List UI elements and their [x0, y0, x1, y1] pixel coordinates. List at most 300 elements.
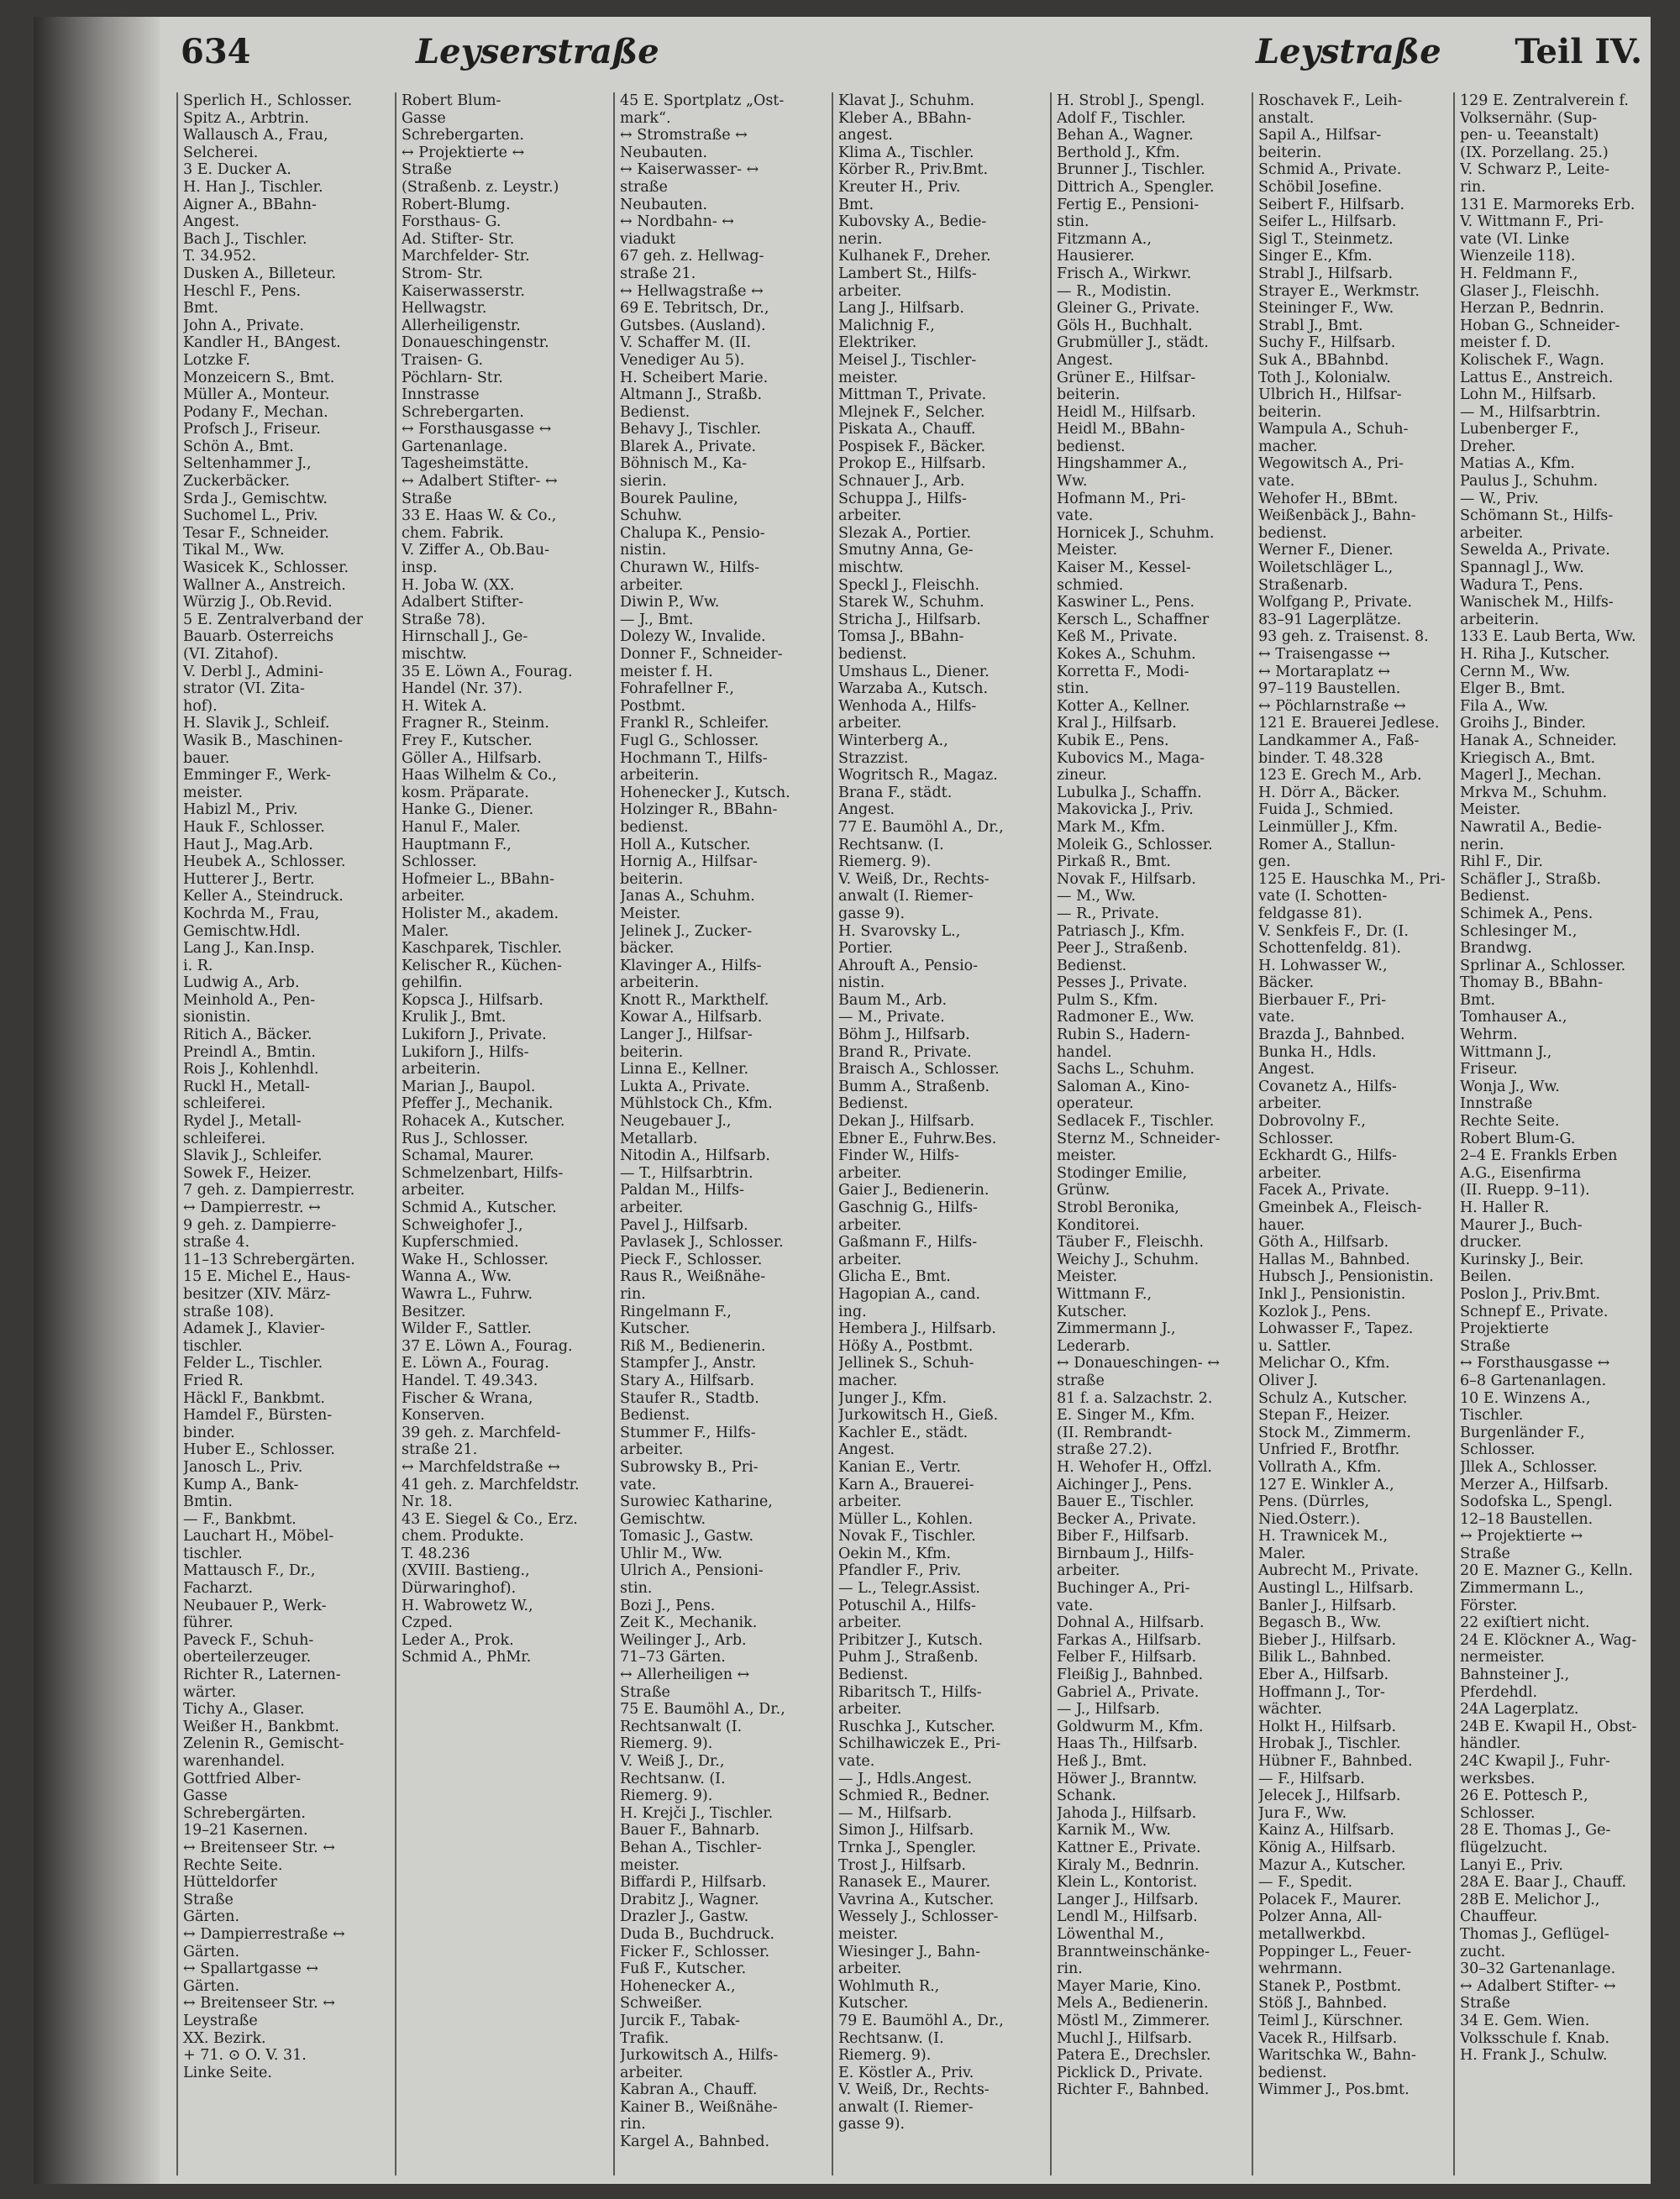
- directory-entry-line: 10 E. Winzens A.,: [1460, 1389, 1591, 1407]
- directory-entry-line: pen- u. Teeanstalt): [1460, 127, 1599, 144]
- directory-entry-line: oberteilerzeuger.: [183, 1649, 312, 1666]
- directory-entry-line: Löwenthal M.,: [1057, 1925, 1164, 1943]
- directory-entry-line: Melichar O., Kfm.: [1258, 1355, 1390, 1372]
- directory-entry-line: 131 E. Marmoreks Erb.: [1460, 196, 1635, 213]
- directory-entry-line: Lendl M., Hilfsarb.: [1057, 1908, 1198, 1926]
- directory-entry-line: — J., Bmt.: [620, 611, 694, 628]
- directory-entry-line: Diwin P., Ww.: [620, 594, 720, 611]
- directory-entry-line: Bourek Pauline,: [620, 490, 738, 507]
- directory-entry-line: Duda B., Buchdruck.: [620, 1925, 775, 1943]
- directory-entry-line: 97–119 Baustellen.: [1258, 680, 1401, 698]
- directory-entry-line: Pavel J., Hilfsarb.: [620, 1216, 748, 1234]
- directory-entry-line: 5 E. Zentralverband der: [183, 611, 364, 628]
- directory-entry-line: mischtw.: [838, 559, 904, 577]
- directory-entry-line: anstalt.: [1258, 109, 1315, 127]
- directory-entry-line: hof).: [183, 697, 218, 715]
- directory-entry-line: Kulhanek F., Dreher.: [838, 248, 991, 265]
- directory-entry-line: Gärten.: [183, 1908, 240, 1926]
- directory-entry-line: Kopsca J., Hilfsarb.: [402, 991, 543, 1009]
- directory-entry-line: Bilik L., Bahnbed.: [1258, 1649, 1392, 1666]
- directory-entry-line: Innstraße: [1460, 1095, 1533, 1113]
- directory-entry-line: Richter F., Bahnbed.: [1057, 2081, 1210, 2099]
- directory-entry-line: 125 E. Hauschka M., Pri-: [1258, 870, 1446, 888]
- directory-entry-line: Schrebergarten.: [402, 403, 524, 421]
- directory-entry-line: Gasse: [402, 109, 446, 127]
- directory-entry-line: Strabl J., Hilfsarb.: [1258, 265, 1394, 282]
- directory-entry-line: Srda J., Gemischtw.: [183, 490, 328, 507]
- directory-entry-line: Ahrouft A., Pensio-: [838, 957, 979, 974]
- directory-entry-line: Riemerg. 9).: [838, 853, 932, 871]
- directory-entry-line: Farkas A., Hilfsarb.: [1057, 1631, 1202, 1649]
- directory-entry-line: Facharzt.: [183, 1580, 254, 1598]
- directory-entry-line: Wenhoda A., Hilfs-: [838, 697, 977, 715]
- directory-entry-line: wächter.: [1258, 1701, 1322, 1719]
- directory-entry-line: stin.: [620, 1580, 653, 1598]
- directory-entry-line: Kriegisch A., Bmt.: [1460, 749, 1596, 767]
- directory-entry-line: Potuschil A., Hilfs-: [838, 1597, 976, 1614]
- directory-entry-line: Rechtsanwalt (I.: [620, 1718, 743, 1735]
- directory-entry-line: Tichy A., Glaser.: [183, 1701, 305, 1719]
- directory-entry-line: Jurkowitsch A., Hilfs-: [620, 2047, 779, 2065]
- directory-entry-line: Heidl M., BBahn-: [1057, 421, 1185, 438]
- directory-entry-line: Tomhauser A.,: [1460, 1009, 1567, 1026]
- directory-entry-line: Klima A., Tischler.: [838, 144, 974, 161]
- directory-entry-line: Sternz M., Schneider-: [1057, 1130, 1221, 1147]
- directory-entry-line: Gmeinbek A., Fleisch-: [1258, 1199, 1422, 1216]
- directory-entry-line: Eckhardt G., Hilfs-: [1258, 1147, 1397, 1165]
- directory-entry-line: 67 geh. z. Hellwag-: [620, 248, 764, 265]
- directory-entry-line: Elger B., Bmt.: [1460, 680, 1566, 698]
- directory-entry-line: 24C Kwapil J., Fuhr-: [1460, 1753, 1610, 1770]
- directory-entry-line: Emminger F., Werk-: [183, 767, 331, 785]
- directory-entry-line: Jurcik F., Tabak-: [620, 2012, 740, 2029]
- directory-entry-line: Strazzist.: [838, 749, 909, 767]
- directory-entry-line: arbeiter.: [620, 1441, 684, 1459]
- directory-entry-line: Neubauer P., Werk-: [183, 1597, 327, 1614]
- directory-entry-line: H. Feldmann F.,: [1460, 265, 1578, 282]
- directory-entry-line: Rechtsanw. (I.: [838, 2029, 944, 2047]
- directory-entry-line: Merzer A., Hilfsarb.: [1460, 1476, 1609, 1493]
- directory-entry-line: Heubek A., Schlosser.: [183, 853, 346, 871]
- directory-entry-line: drucker.: [1460, 1234, 1522, 1252]
- directory-entry-line: 71–73 Gärten.: [620, 1649, 726, 1666]
- directory-entry-line: Wohlmuth R.,: [838, 1977, 940, 1995]
- directory-entry-line: Bedienst.: [1460, 888, 1530, 905]
- directory-entry-line: Kutscher.: [838, 1995, 909, 2013]
- directory-entry-line: Konditorei.: [1057, 1216, 1140, 1234]
- directory-entry-line: Rydel J., Metall-: [183, 1113, 302, 1131]
- directory-entry-line: Mlejnek F., Selcher.: [838, 403, 985, 421]
- directory-entry-line: meister.: [838, 1925, 898, 1943]
- directory-entry-line: Starek W., Schuhm.: [838, 594, 984, 611]
- directory-entry-line: ↔ Dampierrestr. ↔: [183, 1199, 321, 1216]
- directory-entry-line: — M., Ww.: [1057, 888, 1137, 905]
- directory-entry-line: Meister.: [620, 905, 681, 922]
- directory-entry-line: Göth A., Hilfsarb.: [1258, 1234, 1389, 1252]
- directory-entry-line: 26 E. Pottesch P.,: [1460, 1787, 1588, 1805]
- directory-entry-line: Haas Th., Hilfsarb.: [1057, 1735, 1198, 1753]
- directory-entry-line: arbeiter.: [838, 1701, 902, 1719]
- directory-entry-line: Grubmüller J., städt.: [1057, 334, 1209, 352]
- directory-entry-line: Bierbauer F., Pri-: [1258, 991, 1387, 1009]
- directory-column-2: [395, 92, 607, 2175]
- directory-entry-line: Vavrina A., Kutscher.: [838, 1891, 995, 1908]
- directory-entry-line: bauer.: [183, 749, 230, 767]
- directory-entry-line: H. Trawnicek M.,: [1258, 1528, 1389, 1546]
- directory-entry-line: Zeit K., Mechanik.: [620, 1614, 758, 1632]
- directory-entry-line: Seltenhammer J.,: [183, 455, 312, 473]
- directory-entry-line: Poslon J., Priv.Bmt.: [1460, 1285, 1601, 1303]
- directory-entry-line: viadukt: [620, 230, 676, 248]
- directory-entry-line: Wadura T., Pens.: [1460, 576, 1583, 594]
- directory-entry-line: Tikal M., Ww.: [183, 542, 285, 559]
- directory-entry-line: Stricha J., Hilfsarb.: [838, 611, 981, 628]
- directory-entry-line: Seibert F., Hilfsarb.: [1258, 196, 1405, 213]
- directory-entry-line: Weißer H., Bankbmt.: [183, 1718, 339, 1735]
- directory-entry-line: 81 f. a. Salzachstr. 2.: [1057, 1389, 1213, 1407]
- directory-entry-line: meister f. H.: [620, 663, 713, 680]
- directory-entry-line: Strobl Beronika,: [1057, 1199, 1179, 1216]
- directory-entry-line: nerin.: [838, 230, 883, 248]
- directory-entry-line: Jelecek J., Hilfsarb.: [1258, 1787, 1401, 1805]
- directory-entry-line: Pirkaß R., Bmt.: [1057, 853, 1171, 871]
- directory-entry-line: Lukiforn J., Private.: [402, 1026, 547, 1044]
- directory-entry-line: Bedienst.: [838, 1095, 909, 1113]
- directory-entry-line: Korretta F., Modi-: [1057, 663, 1189, 680]
- directory-entry-line: 39 geh. z. Marchfeld-: [402, 1424, 561, 1441]
- directory-entry-line: ↔ Hellwagstraße ↔: [620, 282, 764, 300]
- directory-entry-line: Kattner E., Private.: [1057, 1839, 1201, 1856]
- directory-entry-line: Nied.Österr.).: [1258, 1510, 1361, 1528]
- directory-entry-line: V. Weiß, Dr., Rechts-: [838, 2081, 990, 2099]
- directory-entry-line: Göls H., Buchhalt.: [1057, 317, 1193, 334]
- directory-entry-line: vate.: [1057, 1597, 1094, 1614]
- directory-entry-line: macher.: [1258, 438, 1318, 455]
- directory-entry-line: E. Löwn A., Fourag.: [402, 1355, 549, 1372]
- directory-entry-line: Warzaba A., Kutsch.: [838, 680, 989, 698]
- directory-entry-line: Ringelmann F.,: [620, 1303, 732, 1320]
- directory-entry-line: mischtw.: [402, 646, 467, 663]
- directory-entry-line: Lubulka J., Schaffn.: [1057, 784, 1202, 801]
- directory-entry-line: Sowek F., Heizer.: [183, 1164, 312, 1182]
- directory-entry-line: ↔ Kaiserwasser- ↔: [620, 161, 759, 179]
- directory-entry-line: Adolf F., Tischler.: [1057, 109, 1186, 127]
- directory-entry-line: straße: [1057, 1372, 1105, 1389]
- directory-entry-line: Suchy F., Hilfsarb.: [1258, 334, 1396, 352]
- directory-entry-line: — J., Hdls.Angest.: [838, 1770, 973, 1787]
- directory-entry-line: Wittmann F.,: [1057, 1285, 1152, 1303]
- directory-entry-line: Finder W., Hilfs-: [838, 1147, 959, 1165]
- directory-entry-line: Tesar F., Schneider.: [183, 524, 329, 542]
- directory-entry-line: Maler.: [402, 922, 449, 940]
- directory-entry-line: Kurinsky J., Beir.: [1460, 1251, 1584, 1268]
- directory-entry-line: Lambert St., Hilfs-: [838, 265, 977, 282]
- directory-entry-line: Patriasch J., Kfm.: [1057, 922, 1185, 940]
- directory-entry-line: Hornig A., Hilfsar-: [620, 853, 758, 871]
- directory-entry-line: Chalupa K., Pensio-: [620, 524, 765, 542]
- directory-entry-line: Podany F., Mechan.: [183, 403, 328, 421]
- directory-entry-line: A.G., Eisenfirma: [1460, 1164, 1582, 1182]
- directory-entry-line: stin.: [1057, 680, 1089, 698]
- directory-entry-line: Grüner E., Hilfsar-: [1057, 369, 1196, 386]
- directory-entry-line: Angest.: [1057, 351, 1114, 369]
- directory-entry-line: — M., Hilfsarb.: [838, 1804, 953, 1822]
- directory-entry-line: Woiletschläger L.,: [1258, 559, 1394, 577]
- directory-entry-line: schleiferei.: [183, 1130, 266, 1147]
- directory-entry-line: Biffardi P., Hilfsarb.: [620, 1874, 767, 1892]
- directory-entry-line: Wallausch A., Frau,: [183, 127, 328, 144]
- directory-entry-line: H. Slavik J., Schleif.: [183, 715, 330, 732]
- directory-entry-line: (IX. Porzellang. 25.): [1460, 144, 1609, 161]
- directory-entry-line: Venediger Au 5).: [620, 351, 745, 369]
- directory-entry-line: Pieck F., Schlosser.: [620, 1251, 763, 1268]
- directory-entry-line: ↔ Donaueschingen- ↔: [1057, 1355, 1221, 1372]
- directory-entry-line: Sigl T., Steinmetz.: [1258, 230, 1394, 248]
- directory-entry-line: Bedienst.: [620, 1407, 690, 1425]
- directory-entry-line: Kargel A., Bahnbed.: [620, 2133, 770, 2151]
- directory-entry-line: Wolfgang P., Private.: [1258, 594, 1413, 611]
- directory-entry-line: Heß J., Bmt.: [1057, 1753, 1147, 1770]
- directory-entry-line: arbeiter.: [838, 1216, 902, 1234]
- directory-column-7: [1453, 92, 1651, 2175]
- directory-entry-line: rin.: [620, 1285, 646, 1303]
- directory-entry-line: Rihl F., Dir.: [1460, 853, 1543, 871]
- directory-entry-line: arbeiter.: [1258, 1095, 1322, 1113]
- directory-entry-line: V. Weiß, Dr., Rechts-: [838, 870, 990, 888]
- directory-entry-line: Bumm A., Straßenb.: [838, 1078, 990, 1095]
- directory-entry-line: arbeiter.: [620, 2064, 684, 2081]
- directory-entry-line: Suchomel L., Priv.: [183, 507, 318, 525]
- directory-entry-line: H. Han J., Tischler.: [183, 178, 323, 196]
- directory-entry-line: chem. Fabrik.: [402, 524, 504, 542]
- directory-entry-line: Dekan J., Hilfsarb.: [838, 1113, 975, 1131]
- directory-entry-line: gen.: [1258, 853, 1291, 871]
- directory-entry-line: Schmid A., Kutscher.: [402, 1199, 557, 1216]
- directory-entry-line: Roschavek F., Leih-: [1258, 92, 1403, 109]
- directory-entry-line: Bieber J., Hilfsarb.: [1258, 1631, 1397, 1649]
- directory-entry-line: Wasik B., Maschinen-: [183, 732, 344, 749]
- directory-entry-line: Strayer E., Werkmstr.: [1258, 282, 1420, 300]
- directory-entry-line: ↔ Breitenseer Str. ↔: [183, 1995, 335, 2013]
- directory-entry-line: Bauer F., Bahnarb.: [620, 1822, 760, 1839]
- directory-entry-line: Kolischek F., Wagn.: [1460, 351, 1604, 369]
- directory-entry-line: 33 E. Haas W. & Co.,: [402, 507, 557, 525]
- directory-entry-line: Smutny Anna, Ge-: [838, 542, 974, 559]
- directory-entry-line: 12–18 Baustellen.: [1460, 1510, 1593, 1528]
- directory-entry-line: Schrebergärten.: [183, 1804, 306, 1822]
- directory-entry-line: Jllek A., Schlosser.: [1460, 1458, 1598, 1476]
- directory-entry-line: Kandler H., BAngest.: [183, 334, 341, 352]
- directory-entry-line: Mittman T., Private.: [838, 386, 987, 404]
- directory-entry-line: Linke Seite.: [183, 2064, 272, 2081]
- directory-entry-line: Nawratil A., Bedie-: [1460, 818, 1602, 836]
- directory-column-3: [613, 92, 826, 2175]
- directory-entry-line: Schlosser.: [1258, 1130, 1334, 1147]
- directory-entry-line: E. Köstler A., Priv.: [838, 2064, 974, 2081]
- directory-entry-line: V. Ziffer A., Ob.Bau-: [402, 542, 550, 559]
- directory-entry-line: 69 E. Tebritsch, Dr.,: [620, 300, 769, 318]
- directory-entry-line: John A., Private.: [183, 317, 304, 334]
- directory-entry-line: Müller A., Monteur.: [183, 386, 330, 404]
- directory-entry-line: Lohwasser F., Tapez.: [1258, 1320, 1414, 1338]
- directory-entry-line: Drabitz J., Wagner.: [620, 1891, 759, 1908]
- directory-entry-line: Ruschka J., Kutscher.: [838, 1718, 995, 1735]
- directory-entry-line: Linna E., Kellner.: [620, 1061, 749, 1079]
- directory-entry-line: 41 geh. z. Marchfeldstr.: [402, 1476, 580, 1493]
- directory-entry-line: Bmtin.: [183, 1493, 233, 1511]
- directory-entry-line: Kubik E., Pens.: [1057, 732, 1169, 749]
- directory-entry-line: H. Wehofer H., Offzl.: [1057, 1458, 1212, 1476]
- directory-entry-line: Stepan F., Heizer.: [1258, 1407, 1390, 1425]
- directory-entry-line: Weißenbäck J., Bahn-: [1258, 507, 1416, 525]
- directory-entry-line: Volksschule f. Knab.: [1460, 2029, 1610, 2047]
- directory-entry-line: Lederarb.: [1057, 1337, 1131, 1355]
- directory-entry-line: Umshaus L., Diener.: [838, 663, 990, 680]
- directory-entry-line: Mühlstock Ch., Kfm.: [620, 1095, 773, 1113]
- directory-entry-line: 127 E. Winkler A.,: [1258, 1476, 1394, 1493]
- directory-entry-line: Paveck F., Schuh-: [183, 1631, 314, 1649]
- directory-entry-line: gehilfin.: [402, 974, 463, 992]
- directory-entry-line: Ludwig A., Arb.: [183, 974, 300, 992]
- directory-entry-line: arbeiter.: [838, 1960, 902, 1978]
- directory-entry-line: Marchfelder- Str.: [402, 248, 530, 265]
- directory-entry-line: Fragner R., Steinm.: [402, 715, 549, 732]
- directory-entry-line: — F., Spedit.: [1258, 1874, 1353, 1892]
- directory-entry-line: Schmid A., PhMr.: [402, 1649, 532, 1666]
- directory-entry-line: Kochrda M., Frau,: [183, 905, 320, 922]
- directory-entry-line: Lukiforn J., Hilfs-: [402, 1043, 529, 1061]
- directory-entry-line: arbeiter.: [620, 576, 684, 594]
- directory-entry-line: 20 E. Mazner G., Kelln.: [1460, 1562, 1633, 1580]
- directory-entry-line: Wallner A., Anstreich.: [183, 576, 346, 594]
- directory-entry-line: Zelenin R., Gemischt-: [183, 1735, 344, 1753]
- directory-entry-line: Jahoda J., Hilfsarb.: [1057, 1804, 1197, 1822]
- directory-entry-line: Sapil A., Hilfsar-: [1258, 127, 1382, 144]
- directory-entry-line: bedienst.: [1057, 438, 1126, 455]
- directory-entry-line: Singer E., Kfm.: [1258, 248, 1373, 265]
- directory-entry-line: bedienst.: [1258, 2064, 1327, 2081]
- directory-entry-line: vate.: [620, 1476, 657, 1493]
- directory-entry-line: Nitodin A., Hilfsarb.: [620, 1147, 770, 1165]
- directory-entry-line: Gleiner G., Private.: [1057, 300, 1200, 318]
- directory-entry-line: Straße: [620, 1683, 670, 1701]
- directory-entry-line: Kaschparek, Tischler.: [402, 940, 562, 958]
- directory-entry-line: vate.: [838, 1753, 875, 1770]
- directory-entry-line: — R., Modistin.: [1057, 282, 1172, 300]
- directory-entry-line: ↔ Spallartgasse ↔: [183, 1960, 319, 1978]
- directory-entry-line: Gemischtw.: [620, 1510, 706, 1528]
- directory-entry-line: H. Dörr A., Bäcker.: [1258, 784, 1400, 801]
- directory-entry-line: Behan A., Wagner.: [1057, 127, 1194, 144]
- directory-entry-line: Slezak A., Portier.: [838, 524, 972, 542]
- directory-entry-line: Holl A., Kutscher.: [620, 836, 751, 853]
- directory-entry-line: Kainz A., Hilfsarb.: [1258, 1822, 1394, 1839]
- directory-entry-line: 24 E. Klöckner A., Wag-: [1460, 1631, 1637, 1649]
- directory-entry-line: Bauer E., Tischler.: [1057, 1493, 1194, 1511]
- directory-entry-line: Pesses J., Private.: [1057, 974, 1188, 992]
- directory-entry-line: Schmid A., Private.: [1258, 161, 1402, 179]
- directory-entry-line: wärter.: [183, 1683, 237, 1701]
- directory-entry-line: Kutscher.: [1057, 1303, 1127, 1320]
- directory-entry-line: binder.: [183, 1424, 235, 1441]
- directory-entry-line: Dolezy W., Invalide.: [620, 628, 766, 646]
- directory-entry-line: Hütteldorfer: [183, 1874, 277, 1892]
- directory-entry-line: schleiferei.: [183, 1095, 266, 1113]
- directory-entry-line: Friseur.: [1460, 1061, 1518, 1079]
- directory-entry-line: Ribaritsch T., Hilfs-: [838, 1683, 982, 1701]
- directory-entry-line: Glaser J., Fleischh.: [1460, 282, 1600, 300]
- directory-entry-line: V. Wittmann F., Pri-: [1460, 213, 1604, 231]
- directory-entry-line: Kelischer R., Küchen-: [402, 957, 562, 974]
- directory-entry-line: Bmt.: [838, 196, 874, 213]
- directory-entry-line: anwalt (I. Riemer-: [838, 2098, 974, 2116]
- directory-entry-line: Wanna A., Ww.: [402, 1268, 512, 1286]
- directory-entry-line: Zuckerbäcker.: [183, 473, 290, 491]
- directory-entry-line: Wonja J., Ww.: [1460, 1078, 1560, 1095]
- directory-entry-line: Elektriker.: [838, 334, 917, 352]
- directory-entry-line: Sperlich H., Schlosser.: [183, 92, 353, 109]
- directory-entry-line: Gärten.: [183, 1977, 240, 1995]
- directory-entry-line: + 71. ⊙ O. V. 31.: [183, 2047, 307, 2065]
- directory-entry-line: XX. Bezirk.: [183, 2029, 266, 2047]
- directory-entry-line: Hoffmann J., Tor-: [1258, 1683, 1385, 1701]
- directory-entry-line: arbeiter.: [838, 507, 902, 525]
- directory-entry-line: Heidl M., Hilfsarb.: [1057, 403, 1196, 421]
- directory-entry-line: 93 geh. z. Traisenst. 8.: [1258, 628, 1429, 646]
- directory-entry-line: Rus J., Schlosser.: [402, 1130, 528, 1147]
- directory-entry-line: Meinhold A., Pen-: [183, 991, 316, 1009]
- directory-entry-line: angest.: [838, 127, 893, 144]
- directory-entry-line: Toth J., Kolonialw.: [1258, 369, 1391, 386]
- directory-entry-line: meister f. D.: [1460, 334, 1551, 352]
- directory-entry-line: T. 34.952.: [183, 248, 257, 265]
- directory-entry-line: (Straßenb. z. Leystr.): [402, 178, 559, 196]
- directory-entry-line: Jellinek S., Schuh-: [838, 1355, 974, 1372]
- directory-entry-line: Schamal, Maurer.: [402, 1147, 534, 1165]
- directory-entry-line: — J., Hilfsarb.: [1057, 1701, 1160, 1719]
- directory-entry-line: Müller L., Kohlen.: [838, 1510, 974, 1528]
- directory-entry-line: Wehrm.: [1460, 1026, 1518, 1044]
- directory-entry-line: zucht.: [1460, 1943, 1506, 1960]
- directory-entry-line: Austingl L., Hilfsarb.: [1258, 1580, 1414, 1598]
- directory-entry-line: Peer J., Straßenb.: [1057, 940, 1188, 958]
- directory-entry-line: Trost J., Hilfsarb.: [838, 1856, 966, 1874]
- directory-entry-line: Förster.: [1460, 1597, 1518, 1614]
- directory-entry-line: Schlosser.: [1460, 1441, 1536, 1459]
- directory-entry-line: Surowiec Katharine,: [620, 1493, 773, 1511]
- directory-entry-line: Schuppa J., Hilfs-: [838, 490, 967, 507]
- directory-entry-line: straße 4.: [183, 1234, 250, 1252]
- directory-entry-line: straße 21.: [402, 1441, 478, 1459]
- directory-entry-line: straße 27.2).: [1057, 1441, 1152, 1459]
- directory-entry-line: Straße: [1460, 1337, 1510, 1355]
- directory-entry-line: Hauk F., Schlosser.: [183, 818, 325, 836]
- directory-entry-line: Beilen.: [1460, 1268, 1512, 1286]
- directory-entry-line: Schulz A., Kutscher.: [1258, 1389, 1408, 1407]
- directory-entry-line: Stummer F., Hilfs-: [620, 1424, 756, 1441]
- directory-entry-line: — M., Private.: [838, 1009, 945, 1026]
- directory-entry-line: Branntweinschänke-: [1057, 1943, 1210, 1960]
- directory-entry-line: Ritich A., Bäcker.: [183, 1026, 312, 1044]
- directory-entry-line: arbeiter.: [402, 1182, 465, 1199]
- directory-entry-line: Bauarb. Österreichs: [183, 628, 334, 646]
- directory-column-4: [832, 92, 1044, 2175]
- directory-entry-line: Ranasek E., Maurer.: [838, 1874, 991, 1892]
- directory-entry-line: Hellwagstr.: [402, 300, 487, 318]
- directory-entry-line: 6–8 Gartenanlagen.: [1460, 1372, 1607, 1389]
- directory-entry-line: arbeiterin.: [620, 767, 700, 785]
- directory-entry-line: Stanek P., Postbmt.: [1258, 1977, 1402, 1995]
